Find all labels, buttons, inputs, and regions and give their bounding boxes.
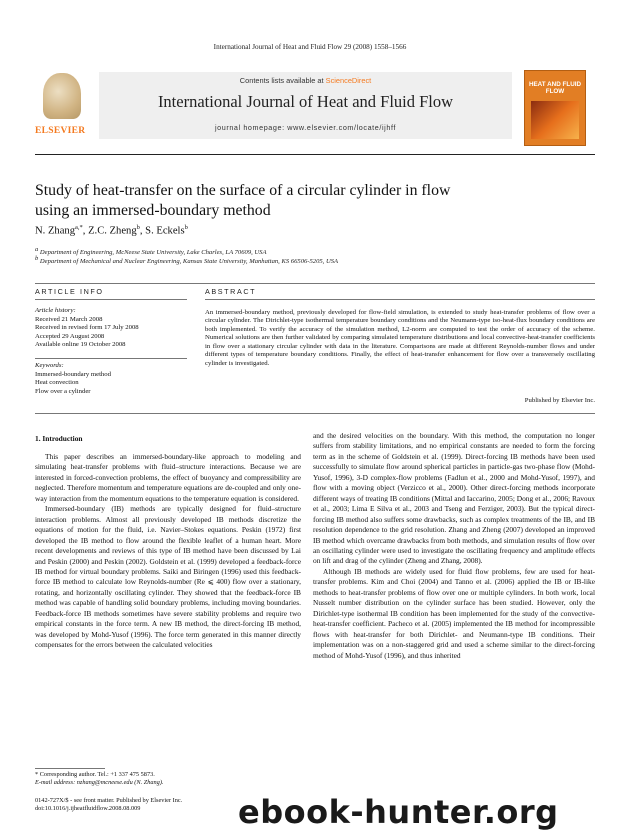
author-affil-mark: b [136, 224, 140, 231]
journal-title: International Journal of Heat and Fluid Flow [157, 92, 454, 111]
journal-cover-thumbnail [524, 70, 586, 146]
history-label: Article history: [35, 307, 76, 314]
right-column [313, 431, 595, 661]
author-separator: , [139, 225, 146, 237]
section-heading: 1. Introduction [35, 434, 83, 443]
affiliation-text: Department of Mechanical and Nuclear Engineering, Kansas State University, Manhattan, KS 66506-5205, USA [39, 258, 339, 266]
publisher-logo-text: ELSEVIER [35, 126, 86, 136]
cover-artwork [531, 101, 579, 139]
author-affil-mark: b [184, 224, 188, 231]
elsevier-logo [33, 69, 91, 141]
history-item: Available online 19 October 2008 [35, 341, 126, 348]
author-list [35, 224, 188, 237]
contents-prefix: Contents lists available at [239, 76, 324, 85]
left-column [35, 452, 301, 651]
article-history [35, 307, 185, 350]
body-paragraph: and the desired velocities on the boundary. With this method, the computation no longer suffers from stability limitations, and no empirical constants are needed to form the forcing term as in the scheme of Goldstein et al. (1999). Direct-forcing IB methods have been used successfully to simulate flow around spherical particles in particle-gas two-phase flow (Mohd-Yusof, 1996), 3-D complex-flow problems (Fadlun et al., 2000 and Mohd-Yusof, 1997), and flow with a moving object (Verzicco et al., 2000). Other direct-forcing methods incorporate different ways of treating IB conditions (Mittal and Iaccarino, 2005; Dong et al., 2006; Ravoux et al., 2003; Lima E Silva et al., 2003 and Tseng and Ferziger, 2003). But the typical direct-forcing IB method also suffers some drawbacks, such as complex treatments of the IB, and IB resolution dependence to the grid resolution. Zhang and Zheng (2007) developed an improved IB method which overcame drawbacks from both methods, and simulation results of flow over an oscillating cylinder were used to investigate the oscillating frequency and amplitude effects on lift and drag of the cylinder (Zheng and Zhang, 2008). [313, 431, 595, 566]
author-separator: , [82, 225, 89, 237]
author-name: Z.C. Zheng [88, 225, 137, 237]
title-line-2: using an immersed-boundary method [35, 202, 271, 219]
affiliation-mark: a [35, 246, 39, 253]
publisher-note: Published by Elsevier Inc. [524, 397, 595, 404]
corresponding-author-note: * Corresponding author. Tel.: +1 337 475 5873. [35, 771, 155, 778]
abstract-heading-rule [205, 299, 595, 300]
keyword: Flow over a cylinder [35, 387, 91, 395]
sciencedirect-link[interactable]: ScienceDirect [325, 76, 372, 85]
front-matter-line: 0142-727X/$ - see front matter. Published by Elsevier Inc. [35, 797, 183, 804]
tree-icon [43, 73, 81, 119]
info-top-rule [35, 283, 595, 284]
abstract-bottom-rule [35, 413, 595, 414]
watermark-text: ebook-hunter.org [238, 793, 559, 831]
article-title [35, 181, 555, 221]
keywords-label: Keywords: [35, 362, 64, 369]
title-line-1: Study of heat-transfer on the surface of a circular cylinder in flow [35, 182, 451, 199]
history-item: Received 21 March 2008 [35, 315, 103, 323]
contents-line [99, 76, 512, 85]
body-paragraph: This paper describes an immersed-boundary-like approach to modeling and simulating heat-transfer problems with fluid–structure interactions. Because we are interested in forced-convection problems, the effect of buoyancy and compressibility are neglected. Therefore momentum and temperature equations are de-coupled and only one-way interaction from the momentum equations to the temperature equation is considered. [35, 452, 301, 503]
keywords-rule [35, 358, 187, 359]
affiliation-text: Department of Engineering, McNeese State University, Lake Charles, LA 70609, USA [39, 249, 267, 257]
email-note: E-mail address: nzhang@mcneese.edu (N. Zhang). [35, 779, 164, 786]
affiliation-mark: b [35, 255, 39, 262]
author-affil-mark: a,* [75, 224, 83, 231]
keyword: Heat convection [35, 379, 79, 386]
info-heading-rule [35, 299, 187, 300]
journal-banner [99, 72, 512, 139]
journal-homepage[interactable]: journal homepage: www.elsevier.com/locate/ijhff [214, 123, 397, 132]
author-name: S. Eckels [145, 225, 185, 237]
masthead-rule [35, 154, 595, 155]
cover-title: HEAT AND FLUID FLOW [528, 81, 582, 95]
abstract-text: An immersed-boundary method, previously developed for flow-field simulation, is extended to study heat-transfer problems of flow over a circular cylinder. The Dirichlet-type isothermal temperature boundary conditions and the Neumann-type iso-heat-flux boundary conditions are both implemented. To verify the accuracy of the simulation method, L2-norm are computed to test the order of accuracy of the scheme. Numerical solutions are then further validated by comparing simulated temperature distributions and local convective-heat-transfer coefficients in flow over a stationary circular cylinder with data in the literature. Comparisons are made at different Reynolds-number flows and under different types of temperature boundary conditions. Finally, the effect of heat-transfer enhancement for flow over a transversely oscillating cylinder is investigated. [205, 309, 595, 367]
body-paragraph: Immersed-boundary (IB) methods are typically designed for fluid–structure interaction problems. Almost all previously developed IB methods discretize the equations of motion for the fluid, i.e. Navier–Stokes equations. Peskin (1972) first developed the IB method to flow around the flexible leaflet of a human heart. More recent developments and reviews of this type of IB method have been discussed by Lai and Peskin (2000) and Peskin (2002). Goldstein et al. (1999) developed a feedback-force IB method for virtual boundary problems. Saiki and Biringen (1996) used this feedback-force IB method to calculate low Reynolds-number (Re ⩽ 400) flow over a stationary, rotating, and horizontally oscillating cylinder. They showed that the feedback-force IB method was capable of handling solid boundary problems, including moving boundaries. Feedback-force IB methods sometimes have severe stability problems and require two empirical constants in the force term. A new IB method, the direct-forcing IB method, was developed by Mohd-Yusof (1996). The force term generated in this manner directly compensates for the errors between the calculated velocities [35, 504, 301, 650]
keyword: Immersed-boundary method [35, 370, 111, 378]
history-item: Received in revised form 17 July 2008 [35, 324, 139, 331]
abstract-heading: ABSTRACT [205, 287, 257, 296]
author-name: N. Zhang [35, 225, 76, 237]
body-paragraph: Although IB methods are widely used for fluid flow problems, few are used for heat-transfer problems. Kim and Choi (2004) and Tanno et al. (2006) applied the IB or IB-like methods to heat-transfer problems of flow over one or multiple cylinders. In both work, local Nusselt number distribution on the cylinder surface has been studied. However, only the Dirichlet-type isothermal IB condition has been implemented for the study of the convective-heat-transfer coefficient. Pacheco et al. (2005) implemented the IB method for incompressible flows with heat-transfer for both Dirichlet- and Neumann-type IB conditions. Their implementation was on a non-staggered grid and used a scheme similar to the direct-forcing method of Mohd-Yusof (1996), and thus inherited [313, 566, 595, 660]
footnote-rule [35, 768, 105, 769]
running-header: International Journal of Heat and Fluid Flow 29 (2008) 1558–1566 [213, 43, 407, 51]
article-info-heading: ARTICLE INFO [35, 287, 104, 296]
journal-masthead [27, 69, 594, 149]
history-item: Accepted 29 August 2008 [35, 332, 105, 340]
doi-line[interactable]: doi:10.1016/j.ijheatfluidflow.2008.08.009 [35, 805, 141, 812]
affiliation-b [35, 255, 338, 265]
keywords [35, 362, 185, 396]
